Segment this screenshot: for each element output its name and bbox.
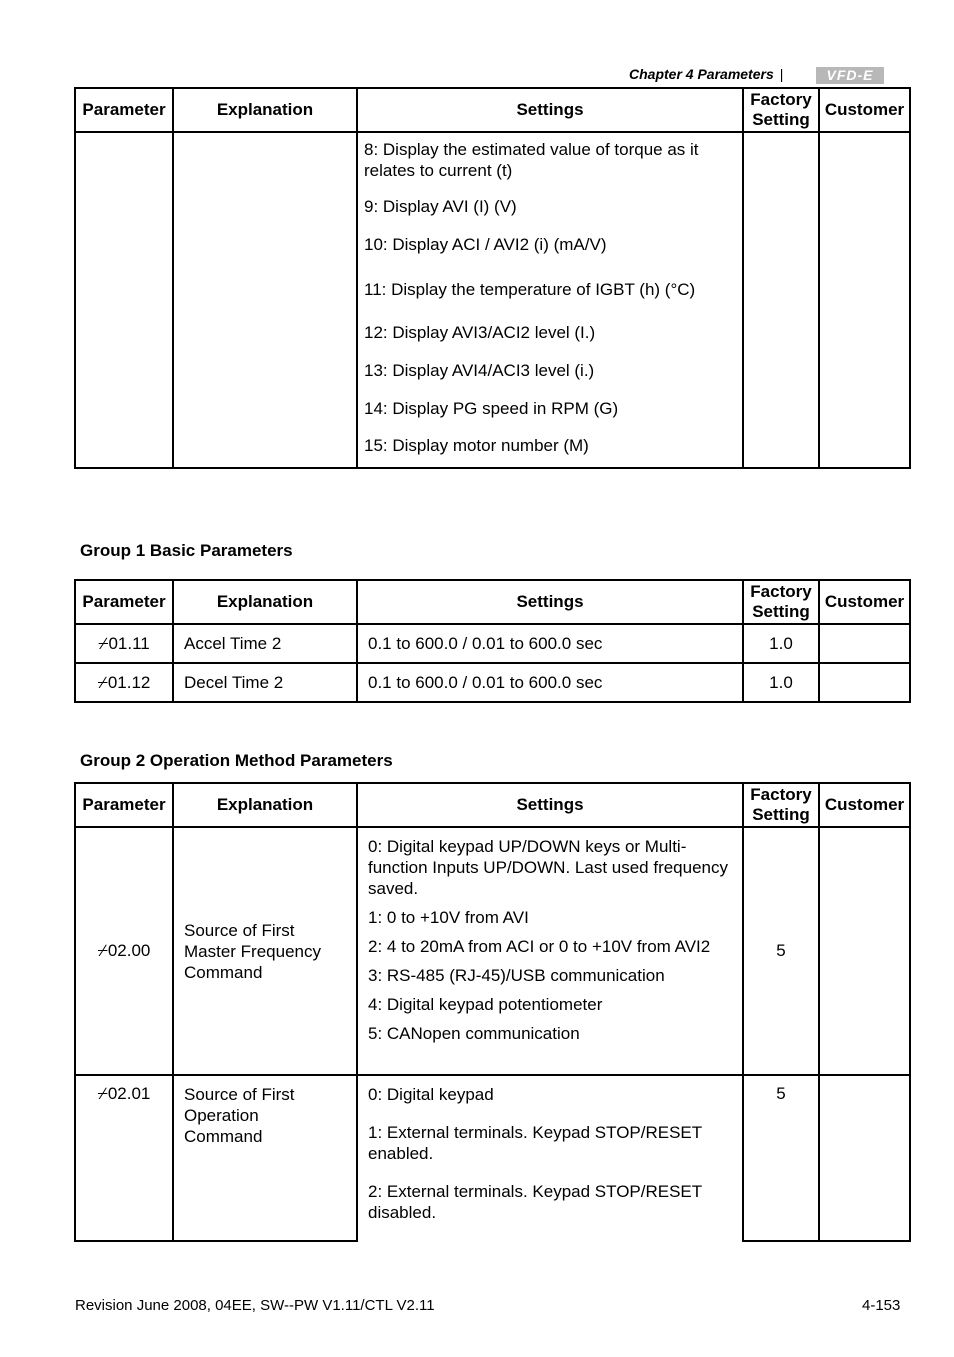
table-row xyxy=(75,663,910,702)
param-cell xyxy=(75,663,173,702)
col-factory-setting xyxy=(743,580,819,624)
customer-cell xyxy=(819,827,910,1075)
explanation-cell xyxy=(173,132,357,468)
setting-line: 1: 0 to +10V from AVI xyxy=(368,908,529,927)
param-number: 02.00 xyxy=(107,941,151,960)
vfd-e-logo: VFD-E xyxy=(816,67,884,84)
setting-line: 0: Digital keypad xyxy=(368,1085,494,1104)
factory-cell: 5 xyxy=(743,827,819,1075)
setting-line: 4: Digital keypad potentiometer xyxy=(368,995,603,1014)
col-settings: Settings xyxy=(357,783,743,827)
chapter-title: Chapter 4 Parameters xyxy=(629,66,774,82)
setting-line: 13: Display AVI4/ACI3 level (i.) xyxy=(364,361,595,380)
changeable-flag-icon: ⌿ xyxy=(98,633,109,653)
param-cell xyxy=(75,1075,173,1241)
col-settings: Settings xyxy=(357,580,743,624)
factory-cell: 5 xyxy=(743,1075,819,1241)
setting-line: 12: Display AVI3/ACI2 level (I.) xyxy=(364,323,596,342)
settings-cell: 0.1 to 600.0 / 0.01 to 600.0 sec xyxy=(357,663,743,702)
explanation-line: Operation xyxy=(184,1106,259,1125)
page-number: 4-153 xyxy=(862,1297,901,1314)
col-settings: Settings xyxy=(357,88,743,132)
settings-cell xyxy=(357,1075,743,1241)
explanation-line: Command xyxy=(184,1127,263,1146)
explanation-cell: Accel Time 2 xyxy=(173,624,357,663)
param-cell xyxy=(75,624,173,663)
col-explanation: Explanation xyxy=(173,783,357,827)
table-header-row xyxy=(75,783,910,827)
customer-cell xyxy=(819,1075,910,1241)
setting-line: 5: CANopen communication xyxy=(368,1024,580,1043)
factory-label-2: Setting xyxy=(752,110,810,129)
settings-cell xyxy=(357,827,743,1075)
col-customer: Customer xyxy=(819,580,910,624)
table-row xyxy=(75,1075,910,1241)
customer-cell xyxy=(819,624,910,663)
page-header xyxy=(629,66,783,82)
setting-line: 0: Digital keypad UP/DOWN keys or Multi-function Inputs UP/DOWN. Last used frequency saved. xyxy=(368,837,729,898)
col-parameter: Parameter xyxy=(75,580,173,624)
setting-line: 11: Display the temperature of IGBT (h) (°C) xyxy=(364,280,696,299)
col-explanation: Explanation xyxy=(173,580,357,624)
factory-label-1: Factory xyxy=(750,90,812,109)
explanation-cell: Decel Time 2 xyxy=(173,663,357,702)
factory-label-2: Setting xyxy=(752,602,810,621)
group2-table xyxy=(74,782,911,1242)
table-header-row xyxy=(75,580,910,624)
setting-line: 1: External terminals. Keypad STOP/RESET enabled. xyxy=(368,1123,702,1163)
changeable-flag-icon: ⌿ xyxy=(97,1084,108,1103)
table-row xyxy=(75,827,910,1075)
settings-cell xyxy=(357,132,743,468)
setting-line: 14: Display PG speed in RPM (G) xyxy=(364,399,619,418)
col-customer: Customer xyxy=(819,783,910,827)
explanation-cell xyxy=(173,827,357,1075)
param-cell xyxy=(75,827,173,1075)
table-continued xyxy=(74,87,911,469)
setting-line: 2: External terminals. Keypad STOP/RESET disabled. xyxy=(368,1182,702,1222)
customer-cell xyxy=(819,132,910,468)
group2-title: Group 2 Operation Method Parameters xyxy=(80,751,393,770)
changeable-flag-icon: ⌿ xyxy=(97,941,108,960)
settings-cell: 0.1 to 600.0 / 0.01 to 600.0 sec xyxy=(357,624,743,663)
col-parameter: Parameter xyxy=(75,783,173,827)
param-number: 01.12 xyxy=(107,672,151,692)
param-number: 02.01 xyxy=(107,1084,151,1103)
footer-revision: Revision June 2008, 04EE, SW--PW V1.11/CTL V2.11 xyxy=(75,1297,435,1314)
setting-line: 3: RS-485 (RJ-45)/USB communication xyxy=(368,966,665,985)
explanation-line: Source of First xyxy=(184,920,295,940)
param-cell xyxy=(75,132,173,468)
table-row xyxy=(75,132,910,468)
group1-title: Group 1 Basic Parameters xyxy=(80,541,293,560)
explanation-line: Source of First xyxy=(184,1085,295,1104)
col-explanation: Explanation xyxy=(173,88,357,132)
factory-label-1: Factory xyxy=(750,785,812,804)
header-separator: | xyxy=(779,66,784,82)
table-header-row xyxy=(75,88,910,132)
param-number: 01.11 xyxy=(108,633,150,653)
setting-line: 8: Display the estimated value of torque as it relates to current (t) xyxy=(364,140,699,180)
customer-cell xyxy=(819,663,910,702)
col-parameter: Parameter xyxy=(75,88,173,132)
factory-label-2: Setting xyxy=(752,805,810,824)
explanation-line: Command xyxy=(184,962,263,982)
explanation-line: Master Frequency xyxy=(184,941,321,961)
factory-cell: 1.0 xyxy=(743,663,819,702)
col-customer: Customer xyxy=(819,88,910,132)
col-factory-setting xyxy=(743,88,819,132)
explanation-cell xyxy=(173,1075,357,1241)
group1-table xyxy=(74,579,911,703)
changeable-flag-icon: ⌿ xyxy=(97,672,108,692)
setting-line: 2: 4 to 20mA from ACI or 0 to +10V from AVI2 xyxy=(368,937,711,956)
setting-line: 10: Display ACI / AVI2 (i) (mA/V) xyxy=(364,235,607,254)
factory-label-1: Factory xyxy=(750,582,812,601)
setting-line: 15: Display motor number (M) xyxy=(364,436,589,455)
col-factory-setting xyxy=(743,783,819,827)
setting-line: 9: Display AVI (I) (V) xyxy=(364,197,517,216)
factory-cell: 1.0 xyxy=(743,624,819,663)
factory-cell xyxy=(743,132,819,468)
table-row xyxy=(75,624,910,663)
